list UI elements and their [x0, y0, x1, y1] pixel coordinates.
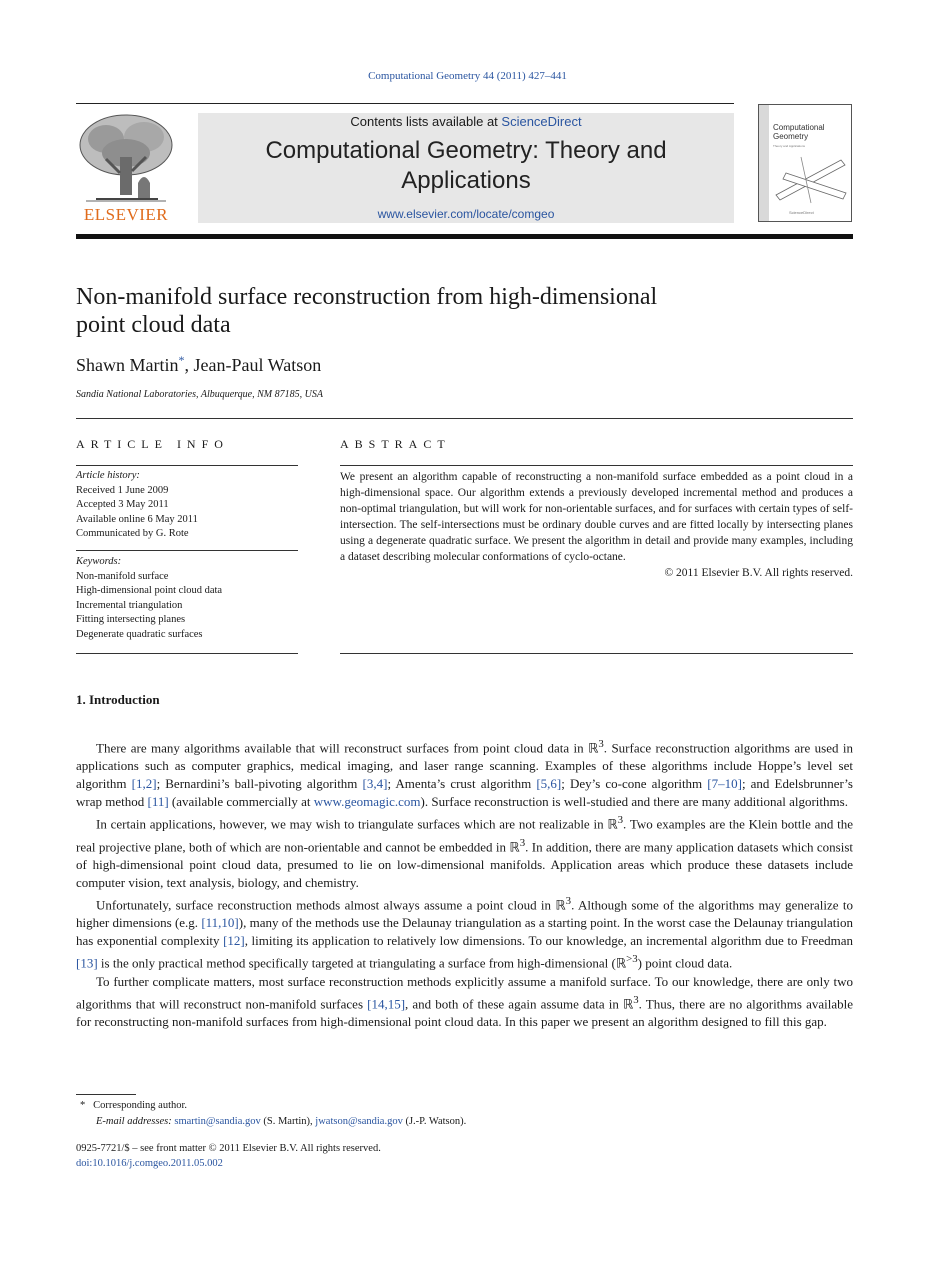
cover-title-line1: Computational [773, 123, 825, 132]
journal-title-line1: Computational Geometry: Theory and [265, 137, 667, 164]
author-watson: Jean-Paul Watson [193, 355, 322, 375]
introduction-body [76, 735, 853, 1031]
text-run: is the only practical method specifically targeted at triangulating a surface from high-dimensional ( [97, 955, 616, 971]
intro-paragraph-1 [76, 735, 853, 811]
paper-title-line2: point cloud data [76, 312, 231, 338]
exponent: 3 [598, 738, 604, 750]
text-run: ; Bernardini’s ball-pivoting algorithm [156, 776, 363, 792]
footnote-text: Corresponding author. [93, 1100, 188, 1111]
exponent: >3 [626, 953, 638, 966]
keyword-item: High-dimensional point cloud data [76, 585, 223, 596]
citation-link[interactable]: [12] [223, 933, 245, 949]
cover-subtitle: Theory and Applications [773, 144, 806, 148]
intro-paragraph-4 [76, 973, 853, 1031]
history-label: Article history: [76, 470, 140, 481]
text-run: There are many algorithms available that will reconstruct surfaces from point cloud data in [96, 740, 589, 756]
footnote-corresponding [80, 1100, 187, 1111]
footnote-mark: * [80, 1100, 86, 1111]
abstract-heading: ABSTRACT [340, 437, 451, 451]
cover-title [773, 123, 825, 141]
exponent: 3 [565, 894, 572, 907]
text-run: ). Surface reconstruction is well-studied and there are many additional algorithms. [420, 794, 848, 810]
exponent: 3 [617, 814, 624, 827]
cover-strip [759, 105, 769, 221]
text-run: . Surface reconstruction algorithms are used in applications such as computer graphics, medical imaging, and laser range scanning. Examples of these algorithms include Hoppe’s level set algorithm [76, 740, 853, 792]
text-run: In certain applications, however, we may wish to triangulate surfaces which are not realizable in [96, 816, 608, 832]
reals-symbol: ℝ [588, 740, 599, 756]
sciencedirect-link[interactable]: ScienceDirect [501, 114, 582, 129]
affiliation: Sandia National Laboratories, Albuquerque, NM 87185, USA [76, 389, 323, 400]
journal-citation[interactable]: Computational Geometry 44 (2011) 427–441 [368, 70, 567, 82]
text-run: . In addition, there are many application datasets which consist of high-dimensional point cloud data, presumed to lie on low-dimensional manifolds. Application areas which produce these datasets include computer vision, text analysis, biology, and chemistry. [76, 838, 853, 890]
journal-cover-thumbnail [758, 104, 852, 222]
text-run: . Thus, there are no algorithms available for reconstructing non-manifold surfaces from high-dimensional point cloud data. In this paper we present an algorithm designed to fill this gap. [76, 995, 854, 1029]
email-label: E-mail addresses: [96, 1116, 172, 1127]
text-run: . Although some of the algorithms may generalize to higher dimensions (e.g. [76, 897, 853, 931]
email-link-martin[interactable]: smartin@sandia.gov [174, 1116, 261, 1127]
contents-line [198, 114, 734, 129]
exponent: 3 [519, 836, 526, 849]
article-info-heading: ARTICLE INFO [76, 437, 229, 451]
reals-symbol: ℝ [622, 995, 634, 1011]
info-rule-middle [76, 550, 298, 551]
keyword-item: Fitting intersecting planes [76, 614, 186, 625]
text-run: ; and Edelsbrunner’s wrap method [76, 776, 853, 810]
citation-link[interactable]: [1,2] [131, 776, 157, 792]
keyword-item: Non-manifold surface [76, 570, 169, 582]
journal-url-link[interactable]: www.elsevier.com/locate/comgeo [377, 207, 555, 221]
article-history [76, 469, 298, 542]
journal-title [198, 136, 734, 196]
text-run: ) point cloud data. [637, 955, 733, 971]
exponent: 3 [633, 993, 639, 1006]
abstract-body [340, 469, 853, 581]
info-rule-bottom [76, 653, 298, 654]
citation-link[interactable]: [11] [147, 794, 169, 810]
issn-line: 0925-7721/$ – see front matter © 2011 Elsevier B.V. All rights reserved. [76, 1143, 381, 1154]
header-rule [76, 103, 734, 104]
citation-link[interactable]: [5,6] [536, 776, 562, 792]
keyword-item: Degenerate quadratic surfaces [76, 628, 203, 640]
section-heading-introduction: 1. Introduction [76, 692, 160, 707]
geomagic-link[interactable]: www.geomagic.com [313, 794, 421, 810]
author-martin: Shawn Martin [76, 355, 179, 375]
corresponding-author-mark[interactable]: * [178, 353, 185, 367]
cover-title-line2: Geometry [773, 132, 809, 141]
abstract-copyright: © 2011 Elsevier B.V. All rights reserved. [664, 567, 853, 579]
contents-prefix: Contents lists available at [350, 114, 502, 129]
paper-title-line1: Non-manifold surface reconstruction from high-dimensional [76, 284, 658, 310]
history-item: Available online 6 May 2011 [76, 513, 198, 525]
abstract-rule-bottom [340, 653, 853, 654]
footnote-emails [96, 1116, 466, 1127]
citation-link[interactable]: [3,4] [362, 776, 388, 792]
doi-link[interactable]: doi:10.1016/j.comgeo.2011.05.002 [76, 1158, 223, 1169]
intro-paragraph-2 [76, 811, 853, 892]
reals-symbol: ℝ [509, 838, 520, 854]
citation-link[interactable]: [13] [76, 955, 98, 971]
footnote-rule [76, 1094, 136, 1095]
text-run: , and both of these again assume data in [405, 995, 623, 1011]
history-item: Received 1 June 2009 [76, 484, 169, 496]
info-rule-top [76, 465, 298, 466]
text-run: , limiting its application to relatively low dimensions. To our knowledge, an incremental algorithm due to Freedman [244, 933, 853, 949]
elsevier-wordmark: ELSEVIER [83, 205, 169, 224]
author-separator: , [184, 355, 194, 375]
cover-art-icon [771, 155, 851, 205]
cover-publisher: ScienceDirect [789, 210, 814, 215]
text-run: ), many of the methods use the Delaunay triangulation as a starting point. In the worst case the Delaunay triangulation has exponential complexity [76, 915, 853, 949]
reals-symbol: ℝ [615, 955, 627, 971]
intro-paragraph-3 [76, 892, 853, 973]
affiliation-rule [76, 418, 853, 419]
header-thick-rule [76, 234, 853, 239]
text-run: . Two examples are the Klein bottle and the real projective plane, both of which are non-orientable and cannot be embedded in [76, 816, 853, 854]
text-run: ; Dey’s co-cone algorithm [561, 776, 708, 792]
abstract-rule-top [340, 465, 853, 466]
text-run: ; Amenta’s crust algorithm [387, 776, 537, 792]
keywords [76, 555, 298, 642]
keywords-label: Keywords: [76, 556, 122, 567]
citation-link[interactable]: [7–10] [707, 776, 742, 792]
author-list [76, 353, 321, 376]
citation-link[interactable]: [11,10] [201, 915, 239, 931]
reals-symbol: ℝ [555, 897, 566, 913]
reals-symbol: ℝ [607, 816, 618, 832]
citation-link[interactable]: [14,15] [367, 995, 406, 1011]
paper-title [76, 283, 776, 339]
abstract-text: We present an algorithm capable of reconstructing a non-manifold surface embedded as a point cloud in a high-dimensional space. Our algorithm extends a previously developed incremental method and produces a non-optimal triangulation, but will work for non-orientable surfaces, and for surfaces with certain types of self-intersection. The self-intersections must be ordinary double curves and are fitted locally by intersecting planes using a degenerate quadratic surface. We present the algorithm in detail and provide many examples, including a dataset describing molecular conformations of cyclo-octane. [340, 471, 853, 563]
email-link-watson[interactable]: jwatson@sandia.gov [315, 1116, 403, 1127]
history-item: Accepted 3 May 2011 [76, 499, 169, 510]
text-run: (available commercially at [168, 794, 314, 810]
email-name-watson: (J.-P. Watson). [402, 1116, 467, 1127]
tree-icon [76, 113, 176, 205]
history-item: Communicated by G. Rote [76, 528, 189, 539]
email-name-martin: (S. Martin), [260, 1116, 316, 1127]
keyword-item: Incremental triangulation [76, 599, 183, 611]
text-run: Unfortunately, surface reconstruction methods almost always assume a point cloud in [96, 897, 556, 913]
text-run: To further complicate matters, most surface reconstruction methods explicitly assume a manifold surface. To our knowledge, there are only two algorithms that will reconstruct non-manifold surfaces [76, 973, 853, 1011]
journal-title-line2: Applications [401, 167, 531, 194]
